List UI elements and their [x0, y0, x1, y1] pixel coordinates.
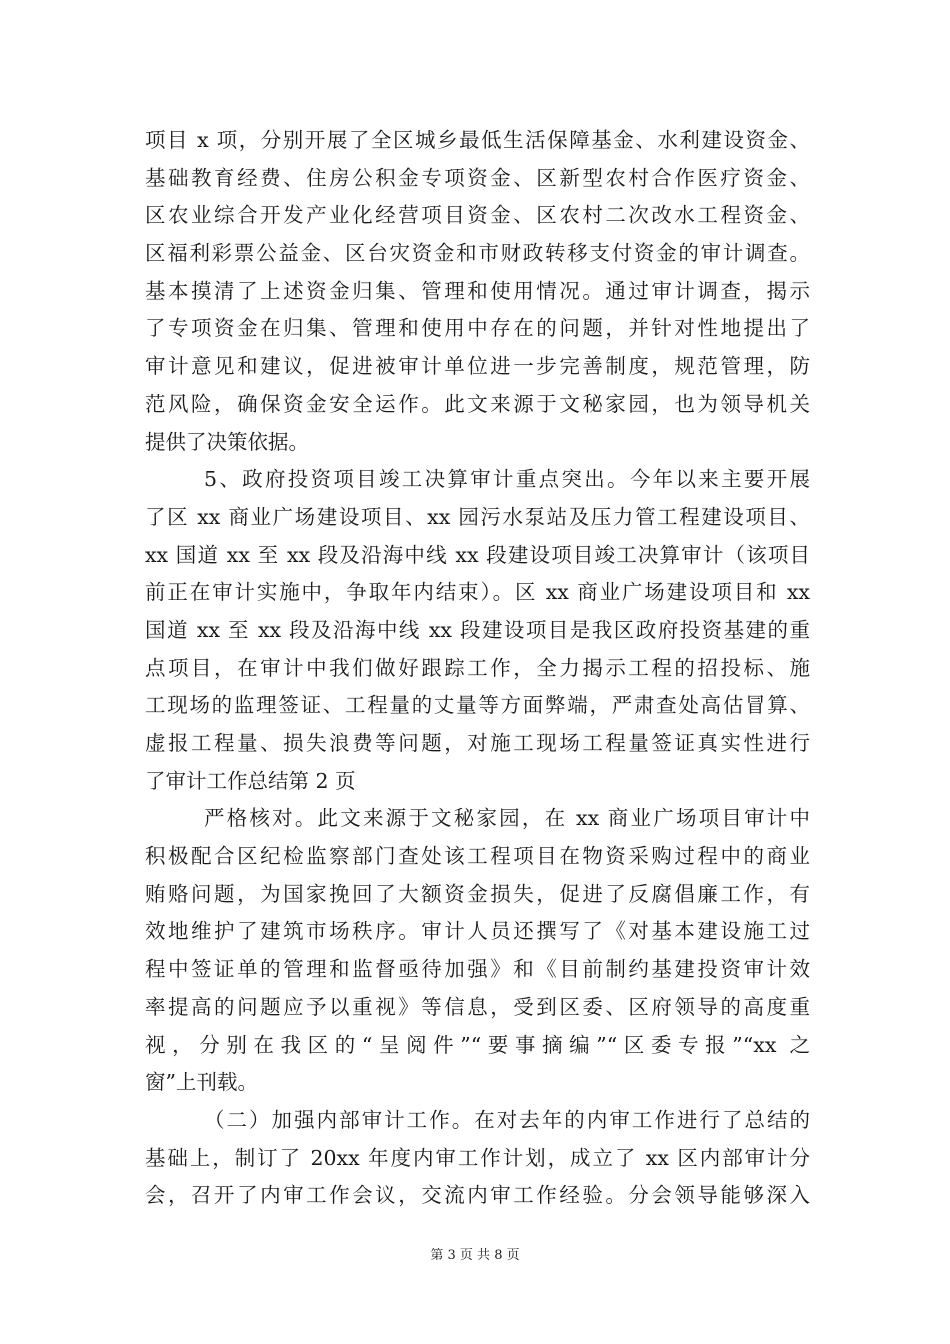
text-line: 提供了决策依据。 [145, 429, 309, 454]
text-line: 效地维护了建筑市场秩序。审计人员还撰写了《对基本建设施工过 [145, 919, 810, 944]
text-line: 基础教育经费、住房公积金专项资金、区新型农村合作医疗资金、 [145, 165, 810, 190]
text-line: 项目 x 项，分别开展了全区城乡最低生活保障基金、水利建设资金、 [145, 128, 810, 152]
body-text [145, 122, 810, 1215]
text-line: xx 国道 xx 至 xx 段及沿海中线 xx 段建设项目竣工决算审计（该项目 [145, 542, 810, 567]
text-line: 了专项资金在归集、管理和使用中存在的问题，并针对性地提出了 [145, 316, 810, 341]
text-line: 区福利彩票公益金、区台灾资金和市财政转移支付资金的审计调查。 [145, 241, 810, 266]
text-line: 视，分别在我区的“呈阅件”“要事摘编”“区委专报”“xx 之 [145, 1032, 810, 1057]
text-line: 了区 xx 商业广场建设项目、xx 园污水泵站及压力管工程建设项目、 [145, 504, 810, 529]
text-line: 窗”上刊载。 [145, 1070, 258, 1095]
text-line: 审计意见和建议，促进被审计单位进一步完善制度，规范管理，防 [145, 354, 810, 379]
text-line: 工现场的监理签证、工程量的丈量等方面弊端，严肃查处高估冒算、 [145, 693, 810, 718]
text-line: 严格核对。此文来源于文秘家园，在 xx 商业广场项目审计中 [204, 806, 810, 831]
text-line: 率提高的问题应予以重视》等信息，受到区委、区府领导的高度重 [145, 994, 810, 1019]
text-line: 国道 xx 至 xx 段及沿海中线 xx 段建设项目是我区政府投资基建的重 [145, 617, 810, 642]
text-line: 积极配合区纪检监察部门查处该工程项目在物资采购过程中的商业 [145, 844, 810, 869]
page-number-footer: 第 3 页 共 8 页 [430, 1248, 520, 1263]
text-line: 贿赂问题，为国家挽回了大额资金损失，促进了反腐倡廉工作，有 [145, 881, 810, 906]
text-line: 虚报工程量、损失浪费等问题，对施工现场工程量签证真实性进行 [145, 731, 810, 755]
text-line: 点项目，在审计中我们做好跟踪工作，全力揭示工程的招投标、施 [145, 655, 810, 680]
text-line: 前正在审计实施中，争取年内结束）。区 xx 商业广场建设项目和 xx [145, 580, 810, 605]
text-line: 范风险，确保资金安全运作。此文来源于文秘家园，也为领导机关 [145, 391, 810, 416]
text-line: 了审计工作总结第 2 页 [145, 768, 356, 793]
text-line: 基础上，制订了 20xx 年度内审工作计划，成立了 xx 区内部审计分 [145, 1145, 810, 1170]
text-line: 会，召开了内审工作会议，交流内审工作经验。分会领导能够深入 [145, 1183, 810, 1208]
text-line: 程中签证单的管理和监督亟待加强》和《目前制约基建投资审计效 [145, 957, 810, 982]
text-line: 区农业综合开发产业化经营项目资金、区农村二次改水工程资金、 [145, 203, 810, 228]
text-line: 5、政府投资项目竣工决算审计重点突出。今年以来主要开展 [204, 467, 810, 492]
text-line: 基本摸清了上述资金归集、管理和使用情况。通过审计调查，揭示 [145, 278, 810, 303]
text-line: （二）加强内部审计工作。在对去年的内审工作进行了总结的 [204, 1107, 810, 1132]
